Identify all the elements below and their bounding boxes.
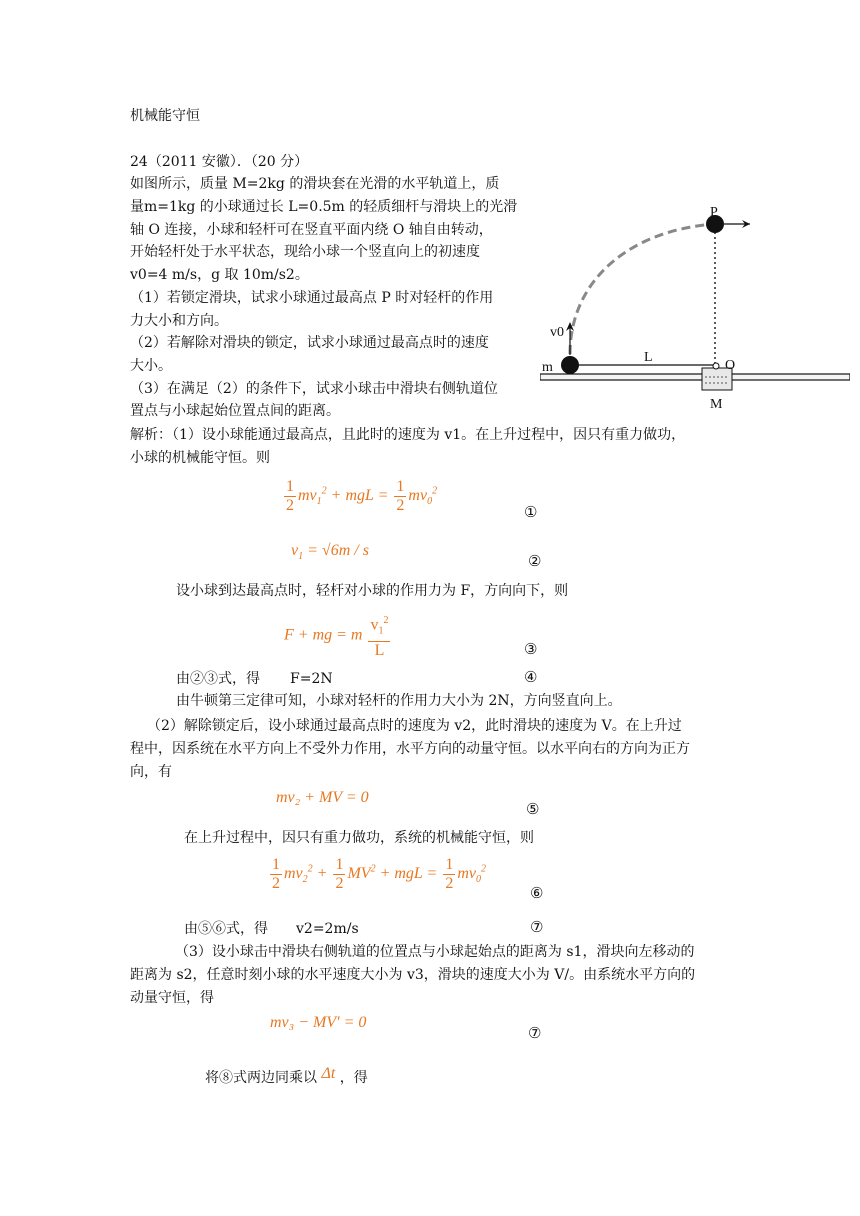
marker-7: ⑦ [530, 918, 544, 936]
last-line-start: 将⑧式两边同乘以 [205, 1070, 317, 1086]
doc-title: 机械能守恒 [130, 108, 200, 124]
label-L: L [644, 350, 653, 365]
label-M: M [710, 397, 723, 412]
analysis-line: 程中，因系统在水平方向上不受外力作用，水平方向的动量守恒。以水平向右的方向为正方 [130, 741, 690, 757]
delta-t-symbol: Δt [321, 1065, 336, 1082]
trajectory-arc [570, 224, 715, 354]
equation-2: $v_1 = √6m / s$ [291, 542, 369, 563]
result-F: F=2N [290, 671, 333, 687]
marker-4: ④ [524, 668, 538, 686]
physics-figure [540, 200, 850, 420]
marker-7b: ⑦ [528, 1024, 542, 1042]
analysis-line: 由⑤⑥式，得 [184, 921, 268, 937]
marker-6: ⑥ [530, 884, 544, 902]
horizontal-track [540, 374, 850, 380]
analysis-line [205, 1067, 368, 1089]
equation-6: $\frac{1}{2}$ $mv_2^2$ + $\frac{1}{2}$ $MV^2$ + mgL = $\frac{1}{2}$ $mv_0^2$ [272, 856, 486, 892]
analysis-line: 设小球到达最高点时，轻杆对小球的作用力为 F，方向向下，则 [176, 583, 569, 599]
analysis-line: 由牛顿第三定律可知，小球对轻杆的作用力大小为 2N，方向竖直向上。 [176, 693, 622, 709]
problem-line: （3）在满足（2）的条件下，试求小球击中滑块右侧轨道位 [130, 381, 498, 397]
equation-7b: mv₃ − MV′ = 0 [270, 1014, 367, 1031]
problem-line: 力大小和方向。 [130, 313, 228, 329]
equation-3: F + mg = m $\frac{v_1^2}{L}$ [284, 612, 392, 660]
equation-1: $\frac{1}{2}$ $mv_1^2$ + mgL = $\frac{1}{2}$ $mv_0^2$ [286, 478, 438, 514]
analysis-line: 解析：（1）设小球能通过最高点，且此时的速度为 v1。在上升过程中，因只有重力做功， [130, 427, 686, 443]
analysis-line: 动量守恒，得 [130, 990, 214, 1006]
label-v0: v0 [550, 325, 564, 340]
analysis-line: 距离为 s2，任意时刻小球的水平速度大小为 v3，滑块的速度大小为 V/。由系统水平方向的 [130, 967, 696, 983]
label-m: m [542, 360, 553, 375]
result-v2: v2=2m/s [296, 921, 359, 937]
marker-3: ③ [524, 640, 538, 658]
analysis-line: （3）设小球击中滑块右侧轨道的位置点与小球起始点的距离为 s1，滑块向左移动的 [175, 944, 695, 960]
problem-line: （2）若解除对滑块的锁定，试求小球通过最高点时的速度 [130, 335, 489, 351]
analysis-line: 由②③式，得 [176, 671, 260, 687]
last-line-end: ，得 [339, 1070, 368, 1086]
marker-5: ⑤ [526, 800, 540, 818]
problem-line: （1）若锁定滑块，试求小球通过最高点 P 时对轻杆的作用 [130, 290, 494, 306]
problem-line: 轴 O 连接，小球和轻杆可在竖直平面内绕 O 轴自由转动， [130, 222, 493, 238]
problem-line: v0=4 m/s，g 取 10m/s2。 [130, 267, 309, 283]
analysis-line: 在上升过程中，因只有重力做功，系统的机械能守恒，则 [184, 830, 534, 846]
problem-line: 大小。 [130, 358, 172, 374]
problem-line: 开始轻杆处于水平状态，现给小球一个竖直向上的初速度 [130, 244, 480, 260]
label-P: P [710, 205, 718, 220]
problem-line: 量m=1kg 的小球通过长 L=0.5m 的轻质细杆与滑块上的光滑 [130, 199, 518, 215]
analysis-line: （2）解除锁定后，设小球通过最高点时的速度为 v2，此时滑块的速度为 V。在上升过 [147, 718, 682, 734]
marker-1: ① [524, 503, 538, 521]
problem-header: 24（2011 安徽）．（20 分） [130, 154, 309, 170]
analysis-line: 向，有 [130, 764, 172, 780]
equation-5: mv₂ + MV = 0 [276, 789, 369, 806]
ball-m [561, 356, 579, 374]
pivot-O [713, 363, 719, 369]
label-O: O [725, 358, 736, 373]
marker-2: ② [528, 552, 542, 570]
analysis-line: 小球的机械能守恒。则 [130, 450, 270, 466]
problem-line: 置点与小球起始位置点间的距离。 [130, 403, 340, 419]
problem-line: 如图所示，质量 M=2kg 的滑块套在光滑的水平轨道上，质 [130, 176, 500, 192]
